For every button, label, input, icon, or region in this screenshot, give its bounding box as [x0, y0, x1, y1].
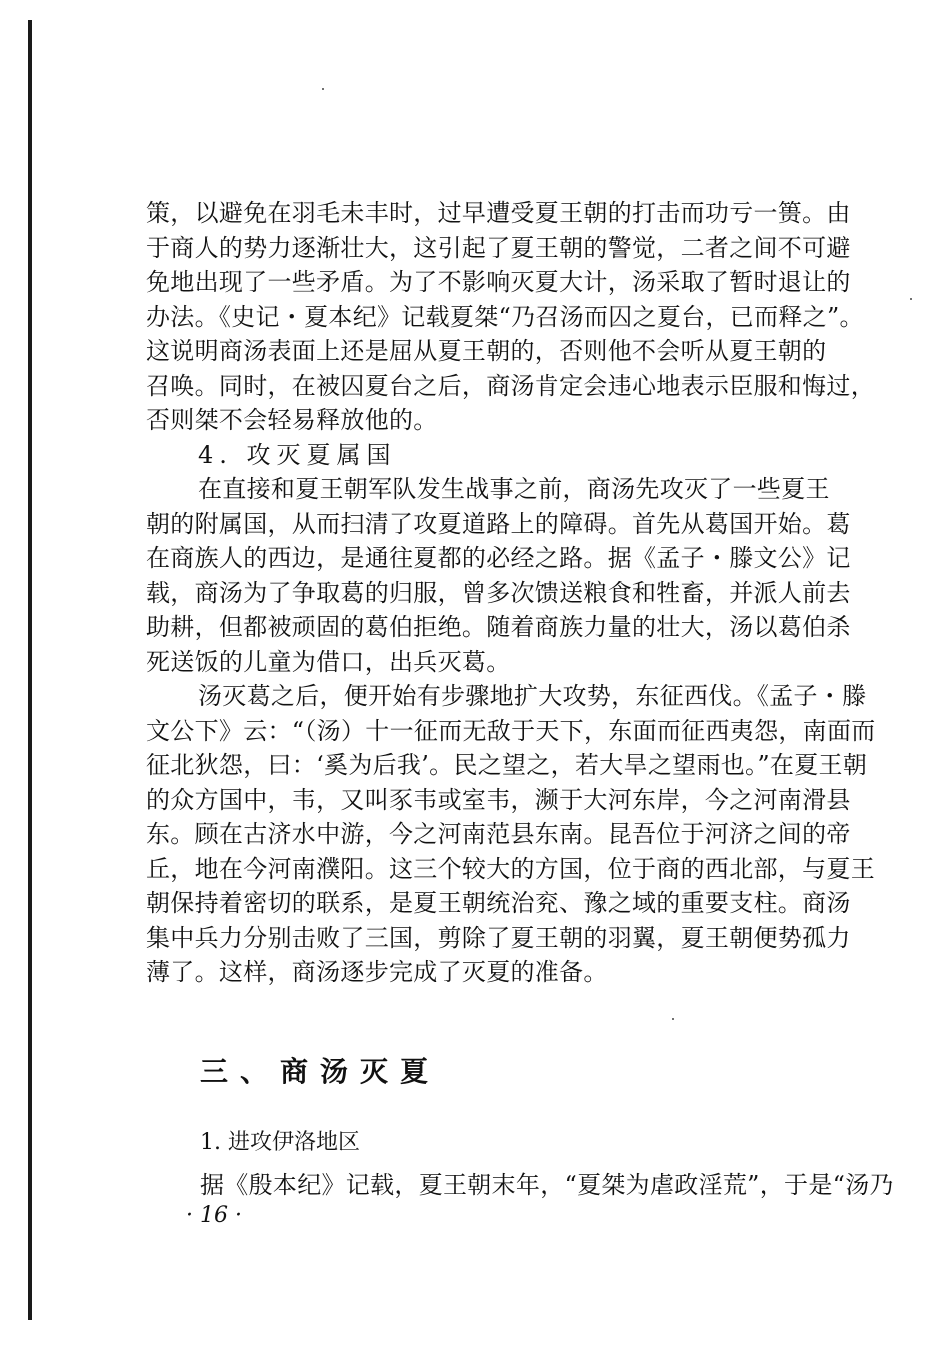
- section-title: 三、商汤灭夏: [200, 1055, 441, 1088]
- text-line: 助耕，但都被顽固的葛伯拒绝。随着商族力量的壮大，汤以葛伯杀: [146, 613, 851, 641]
- subheading-attack-vassal-states: 4. 攻灭夏属国: [198, 440, 397, 469]
- text-line: 在商族人的西边，是通往夏都的必经之路。据《孟子・滕文公》记: [146, 544, 851, 572]
- text-line: 免地出现了一些矛盾。为了不影响灭夏大计，汤采取了暂时退让的: [146, 268, 851, 296]
- text-line: 在直接和夏王朝军队发生战事之前，商汤先攻灭了一些夏王: [198, 475, 830, 503]
- binding-edge: [28, 20, 32, 1320]
- text-line: 载，商汤为了争取葛的归服，曾多次馈送粮食和牲畜，并派人前去: [146, 578, 851, 607]
- text-line: 死送饭的儿童为借口，出兵灭葛。: [146, 647, 511, 676]
- subheading-attack-yiluo: 1. 进攻伊洛地区: [200, 1130, 360, 1155]
- scan-speck: [910, 298, 912, 300]
- text-line: 于商人的势力逐渐壮大，这引起了夏王朝的警觉，二者之间不可避: [146, 233, 851, 262]
- paragraph-2: [146, 472, 861, 679]
- text-line: 策，以避免在羽毛未丰时，过早遭受夏王朝的打击而功亏一篑。由: [146, 199, 851, 227]
- text-line: 据《殷本纪》记载，夏王朝末年，“夏桀为虐政淫荒”，于是“汤乃: [200, 1171, 894, 1199]
- text-line: 朝保持着密切的联系，是夏王朝统治兖、豫之域的重要支柱。商汤: [146, 889, 851, 917]
- text-line: 丘，地在今河南濮阳。这三个较大的方国，位于商的西北部，与夏王: [146, 854, 875, 883]
- text-line: 朝的附属国，从而扫清了攻夏道路上的障碍。首先从葛国开始。葛: [146, 509, 851, 538]
- text-line: 集中兵力分别击败了三国，剪除了夏王朝的羽翼，夏王朝便势孤力: [146, 923, 851, 952]
- text-line: 召唤。同时，在被囚夏台之后，商汤肯定会违心地表示臣服和悔过，: [146, 371, 875, 400]
- body-text: [146, 196, 876, 990]
- text-line: 薄了。这样，商汤逐步完成了灭夏的准备。: [146, 958, 608, 986]
- text-line: 办法。《史记・夏本纪》记载夏桀“乃召汤而囚之夏台，已而释之”。: [146, 302, 864, 331]
- text-line: 这说明商汤表面上还是屈从夏王朝的，否则他不会听从夏王朝的: [146, 337, 827, 365]
- text-line: 否则桀不会轻易释放他的。: [146, 406, 438, 434]
- scan-speck: [672, 1018, 674, 1020]
- text-line: 征北狄怨，曰：‘奚为后我’。民之望之，若大旱之望雨也。”在夏王朝: [146, 751, 868, 779]
- paragraph-3: [146, 679, 876, 990]
- text-line: 东。顾在古济水中游，今之河南范县东南。昆吾位于河济之间的帝: [146, 820, 851, 848]
- paragraph-1: [146, 196, 875, 438]
- text-line: 文公下》云：“（汤）十一征而无敌于天下，东面而征西夷怨，南面而: [146, 716, 876, 745]
- text-line: 汤灭葛之后，便开始有步骤地扩大攻势，东征西伐。《孟子・滕: [198, 682, 867, 710]
- scan-speck: [322, 88, 324, 90]
- text-line: 的众方国中，韦，又叫豕韦或室韦，濒于大河东岸，今之河南滑县: [146, 785, 851, 814]
- page-number: · 16 ·: [186, 1203, 242, 1228]
